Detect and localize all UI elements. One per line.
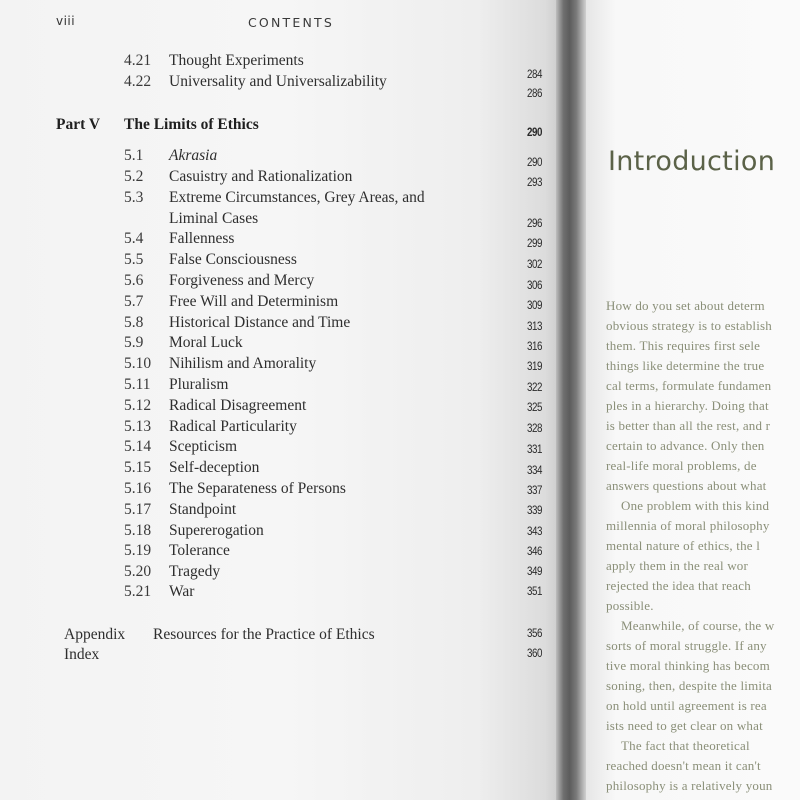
entry-page: 306 <box>527 280 543 292</box>
entry-title: Standpoint <box>169 501 237 518</box>
entry-number: 5.3 <box>124 189 144 206</box>
text-line: things like determine the true <box>606 358 765 373</box>
part-page: 290 <box>527 127 543 139</box>
text-line: Meanwhile, of course, the w <box>621 618 775 633</box>
text-line: apply them in the real wor <box>606 558 749 573</box>
entry-number: 5.17 <box>124 501 152 518</box>
entry-title: Supererogation <box>169 522 264 539</box>
entry-title: Thought Experiments <box>169 52 304 69</box>
entry-title: Extreme Circumstances, Grey Areas, and <box>169 189 425 206</box>
entry-page: 349 <box>527 566 543 578</box>
entry-page: 316 <box>527 341 543 353</box>
text-line: One problem with this kind <box>621 498 770 513</box>
entry-title: Tolerance <box>169 542 230 559</box>
page-folio: viii <box>56 14 76 28</box>
text-line: mental nature of ethics, the l <box>606 538 761 553</box>
text-line: soning, then, despite the limita <box>606 678 772 693</box>
text-line: on hold until agreement is rea <box>606 698 767 713</box>
book-gutter-shadow <box>556 0 590 800</box>
text-line: certain to advance. Only then <box>606 438 765 453</box>
back-matter-page: 360 <box>527 648 543 660</box>
entry-number: 5.21 <box>124 583 152 600</box>
entry-page: 319 <box>527 361 543 373</box>
entry-number: 5.14 <box>124 438 152 455</box>
entry-page: 351 <box>527 586 543 598</box>
entry-title: Tragedy <box>169 563 221 580</box>
entry-page: 343 <box>527 526 543 538</box>
entry-page: 302 <box>527 259 543 271</box>
text-line: is better than all the rest, and r <box>606 418 771 433</box>
entry-number: 5.6 <box>124 272 144 289</box>
text-line: real-life moral problems, de <box>606 458 757 473</box>
entry-number: 5.2 <box>124 168 144 185</box>
entry-page: 284 <box>527 69 543 81</box>
entry-page: 309 <box>527 300 543 312</box>
entry-title: Casuistry and Rationalization <box>169 168 353 185</box>
entry-page: 334 <box>527 465 543 477</box>
entry-number: 5.11 <box>124 376 151 393</box>
entry-title: False Consciousness <box>169 251 297 268</box>
entry-page: 322 <box>527 382 543 394</box>
entry-number: 5.19 <box>124 542 152 559</box>
entry-number: 5.8 <box>124 314 144 331</box>
text-line: them. This requires first sele <box>606 338 761 353</box>
entry-number: 5.20 <box>124 563 152 580</box>
entry-number: 5.4 <box>124 230 144 247</box>
entry-title: Scepticism <box>169 438 238 455</box>
entry-number: 4.21 <box>124 52 152 69</box>
part-label: Part V <box>56 116 101 133</box>
entry-title: Self-deception <box>169 459 260 476</box>
entry-page: 296 <box>527 218 543 230</box>
entry-number: 5.9 <box>124 334 144 351</box>
text-line: sorts of moral struggle. If any <box>606 638 767 653</box>
entry-title: Historical Distance and Time <box>169 314 351 331</box>
entry-title: The Separateness of Persons <box>169 480 346 497</box>
running-head-title: CONTENTS <box>248 15 334 30</box>
entry-title: Forgiveness and Mercy <box>169 272 315 289</box>
text-line: cal terms, formulate fundamen <box>606 378 772 393</box>
entry-title: Radical Particularity <box>169 418 297 435</box>
text-line: reached doesn't mean it can't <box>606 758 761 773</box>
entry-title: Moral Luck <box>169 334 243 351</box>
entry-number: 5.1 <box>124 147 144 164</box>
text-line: answers questions about what <box>606 478 767 493</box>
text-line: philosophy is a relatively youn <box>606 778 773 793</box>
back-matter-label: Index <box>64 646 100 663</box>
entry-title: Fallenness <box>169 230 235 247</box>
entry-page: 299 <box>527 238 543 250</box>
text-line: The fact that theoretical <box>621 738 750 753</box>
entry-page: 346 <box>527 546 543 558</box>
part-title: The Limits of Ethics <box>124 116 259 133</box>
entry-title: Akrasia <box>169 147 218 164</box>
entry-page: 313 <box>527 321 543 333</box>
entry-page: 293 <box>527 177 543 189</box>
entry-title: Free Will and Determinism <box>169 293 339 310</box>
introduction-page <box>586 0 800 800</box>
entry-title: Radical Disagreement <box>169 397 307 414</box>
entry-page: 325 <box>527 402 543 414</box>
entry-page: 290 <box>527 157 543 169</box>
entry-page: 286 <box>527 88 543 100</box>
entry-number: 5.16 <box>124 480 152 497</box>
entry-page: 337 <box>527 485 543 497</box>
entry-title: War <box>169 583 195 600</box>
entry-number: 5.12 <box>124 397 152 414</box>
text-line: How do you set about determ <box>606 298 765 313</box>
back-matter-label: Appendix <box>64 626 126 643</box>
text-line: tive moral thinking has becom <box>606 658 770 673</box>
entry-title: Nihilism and Amorality <box>169 355 317 372</box>
entry-title-continued: Liminal Cases <box>169 210 259 227</box>
entry-page: 328 <box>527 423 543 435</box>
text-line: possible. <box>606 598 654 613</box>
entry-number: 4.22 <box>124 73 152 90</box>
text-line: rejected the idea that reach <box>606 578 751 593</box>
back-matter-page: 356 <box>527 628 543 640</box>
entry-number: 5.7 <box>124 293 144 310</box>
entry-number: 5.13 <box>124 418 152 435</box>
entry-page: 339 <box>527 505 543 517</box>
text-line: millennia of moral philosophy <box>606 518 770 533</box>
text-line: obvious strategy is to establish <box>606 318 772 333</box>
text-line: ists need to get clear on what <box>606 718 763 733</box>
entry-number: 5.18 <box>124 522 152 539</box>
entry-number: 5.10 <box>124 355 152 372</box>
entry-number: 5.15 <box>124 459 152 476</box>
back-matter-title: Resources for the Practice of Ethics <box>153 626 375 643</box>
chapter-heading: Introduction <box>608 146 776 177</box>
entry-number: 5.5 <box>124 251 144 268</box>
entry-page: 331 <box>527 444 543 456</box>
entry-title: Pluralism <box>169 376 229 393</box>
entry-title: Universality and Universalizability <box>169 73 387 90</box>
text-line: ples in a hierarchy. Doing that <box>606 398 769 413</box>
